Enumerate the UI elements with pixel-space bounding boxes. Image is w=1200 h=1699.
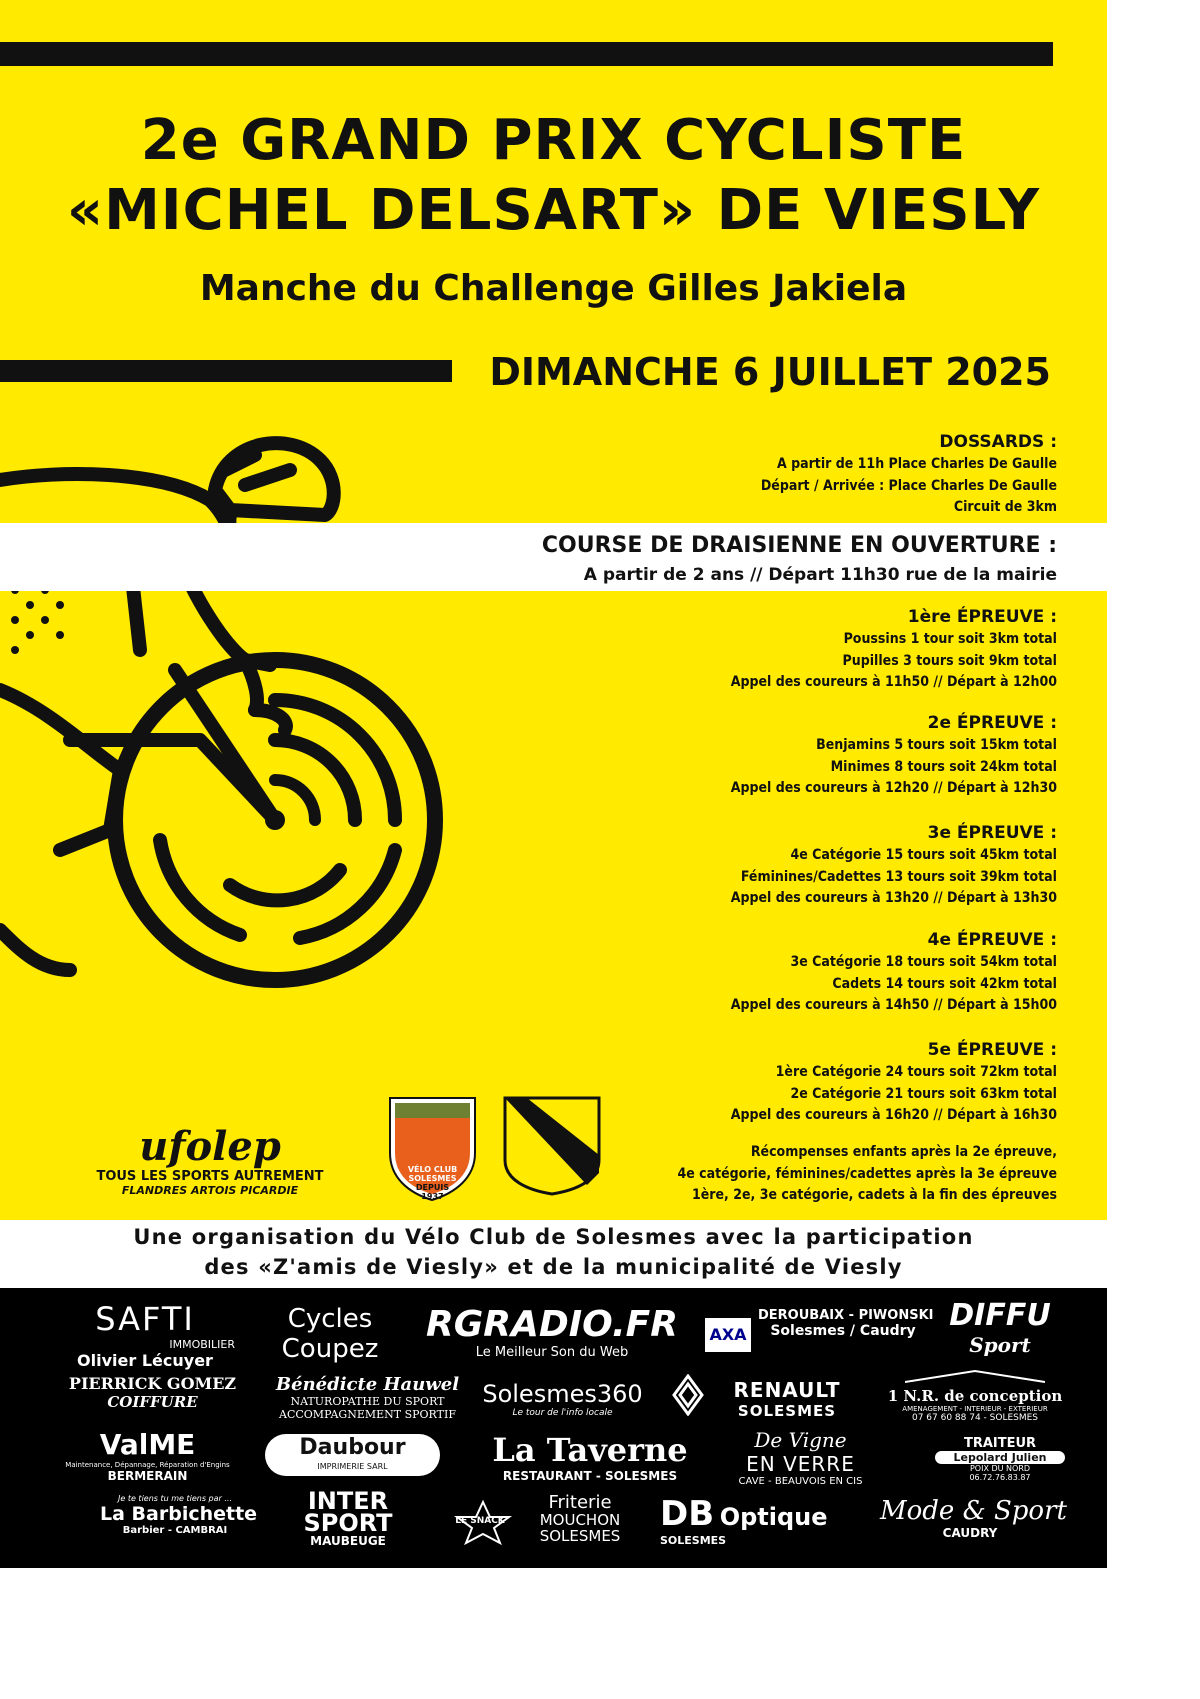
benedicte-line2: NATUROPATHE DU SPORT: [290, 1395, 445, 1408]
diffu-line1: DIFFU: [949, 1298, 1051, 1333]
sponsor-deroubaix: [758, 1308, 934, 1339]
viesly-coat-of-arms: [502, 1095, 602, 1197]
sponsor-rgradio: [412, 1304, 692, 1360]
cyclist-illustration: [0, 410, 450, 1110]
sponsor-la-taverne: [480, 1431, 700, 1483]
dossards-heading: DOSSARDS :: [939, 432, 1057, 452]
diffu-line2: Sport: [969, 1333, 1031, 1357]
epreuve-heading: 3e ÉPREUVE :: [927, 823, 1057, 843]
epreuve-line: Minimes 8 tours soit 24km total: [830, 758, 1057, 775]
sponsor-nr-conception: [880, 1368, 1070, 1423]
snack-label: LE SNACK: [455, 1516, 505, 1526]
recompenses-block: [677, 1142, 1057, 1207]
sponsor-diffu-sport: [935, 1298, 1065, 1357]
badge-since: DEPUIS: [415, 1183, 450, 1192]
epreuve-line: 2e Catégorie 21 tours soit 63km total: [790, 1085, 1057, 1102]
benedicte-line3: ACCOMPAGNEMENT SPORTIF: [279, 1408, 456, 1421]
traiteur-line2: Lepolard Julien: [935, 1451, 1065, 1464]
badge-name2: SOLESMES: [408, 1174, 457, 1183]
taverne-line2: RESTAURANT - SOLESMES: [502, 1469, 678, 1483]
valme-line2: Maintenance, Dépannage, Réparation d'Engins: [65, 1461, 230, 1469]
traiteur-line3: POIX DU NORD: [969, 1464, 1031, 1473]
epreuve-line: Appel des coureurs à 13h20 // Départ à 13h30: [730, 890, 1057, 906]
sponsor-friterie-mouchon: [520, 1494, 640, 1544]
title-line-1: 2e GRAND PRIX CYCLISTE: [140, 108, 967, 173]
barbichette-line2: La Barbichette: [100, 1503, 258, 1525]
barbichette-line3: Barbier - CAMBRAI: [122, 1525, 228, 1536]
sponsor-daubour: [265, 1434, 440, 1476]
badge-year: 1937: [421, 1192, 444, 1201]
taverne-line1: La Taverne: [492, 1431, 688, 1469]
top-bar: [0, 42, 1053, 66]
barbichette-line1: Je te tiens tu me tiens par ...: [118, 1494, 232, 1503]
db-line2: Optique: [719, 1503, 828, 1531]
epreuve-line: Poussins 1 tour soit 3km total: [843, 631, 1057, 647]
epreuve-4: [731, 928, 1057, 1017]
sponsor-cycles-coupez: [255, 1304, 405, 1364]
sponsor-benedicte-hauwel: [270, 1374, 465, 1421]
sponsor-traiteur-lepolard: [935, 1436, 1065, 1482]
cycles-line2: Coupez: [281, 1334, 379, 1364]
epreuve-5: [731, 1038, 1057, 1127]
rgradio-name: RGRADIO.FR: [426, 1304, 678, 1345]
valme-name: ValME: [99, 1428, 196, 1461]
epreuve-1: [731, 605, 1057, 694]
recompenses-line: 1ère, 2e, 3e catégorie, cadets à la fin des épreuves: [691, 1187, 1057, 1203]
nr-line2: AMENAGEMENT - INTERIEUR - EXTERIEUR: [902, 1405, 1048, 1413]
renault-line2: SOLESMES: [737, 1402, 837, 1420]
epreuve-line: Cadets 14 tours soit 42km total: [832, 975, 1057, 992]
sponsor-de-vigne: [718, 1428, 883, 1487]
epreuve-line: Appel des coureurs à 14h50 // Départ à 15h00: [730, 997, 1057, 1013]
sponsor-pierrick-gomez: [55, 1374, 250, 1411]
devigne-line1: De Vigne: [754, 1428, 847, 1452]
epreuve-line: Benjamins 5 tours soit 15km total: [816, 737, 1057, 753]
dossards-block: [761, 430, 1057, 519]
date-bar: [0, 360, 452, 382]
epreuve-line: Appel des coureurs à 12h20 // Départ à 12h30: [730, 780, 1057, 796]
nr-line3: 07 67 60 88 74 - SOLESMES: [911, 1413, 1039, 1423]
title-line-2: «MICHEL DELSART» DE VIESLY: [66, 178, 1041, 243]
friterie-line3: SOLESMES: [539, 1527, 621, 1545]
benedicte-line1: Bénédicte Hauwel: [275, 1374, 460, 1395]
db-line3: SOLESMES: [660, 1534, 727, 1547]
safti-person: Olivier Lécuyer: [77, 1351, 213, 1370]
epreuve-heading: 2e ÉPREUVE :: [927, 713, 1057, 733]
epreuve-line: 4e Catégorie 15 tours soit 45km total: [790, 847, 1057, 863]
badge-text: [385, 1165, 480, 1201]
sponsor-axa: [705, 1318, 751, 1352]
pierrick-line1: PIERRICK GOMEZ: [68, 1374, 237, 1393]
sponsor-la-barbichette: [100, 1494, 258, 1536]
deroubaix-line1: DEROUBAIX - PIWONSKI: [758, 1308, 934, 1323]
cycles-line1: Cycles: [287, 1304, 373, 1334]
epreuve-line: Pupilles 3 tours soit 9km total: [842, 652, 1057, 669]
epreuve-heading: 1ère ÉPREUVE :: [907, 607, 1057, 627]
ufolep-region: FLANDRES ARTOIS PICARDIE: [121, 1184, 299, 1197]
organisation-line-1: Une organisation du Vélo Club de Solesmes avec la participation: [133, 1225, 974, 1249]
solesmes360-tagline: Le tour de l'info locale: [512, 1408, 613, 1418]
deroubaix-line2: Solesmes / Caudry: [770, 1323, 916, 1339]
dossards-line: A partir de 11h Place Charles De Gaulle: [776, 456, 1057, 472]
ufolep-logo: [80, 1125, 340, 1197]
ufolep-name: ufolep: [139, 1123, 281, 1170]
epreuve-line: 1ère Catégorie 24 tours soit 72km total: [775, 1064, 1057, 1080]
house-roof-icon: [905, 1369, 1045, 1383]
sponsor-solesmes360: [475, 1380, 650, 1418]
recompenses-line: Récompenses enfants après la 2e épreuve,: [750, 1144, 1057, 1160]
intersport-line2: SPORT: [303, 1509, 393, 1537]
rgradio-tagline: Le Meilleur Son du Web: [475, 1345, 629, 1360]
axa-logo: AXA: [709, 1325, 747, 1344]
sponsor-mode-sport: [880, 1496, 1067, 1540]
safti-sub: IMMOBILIER: [169, 1338, 235, 1351]
sponsor-renault: [712, 1378, 862, 1420]
subtitle: Manche du Challenge Gilles Jakiela: [199, 268, 908, 309]
renault-line1: RENAULT: [733, 1378, 841, 1402]
epreuve-line: Appel des coureurs à 16h20 // Départ à 16h30: [730, 1107, 1057, 1123]
epreuve-line: 3e Catégorie 18 tours soit 54km total: [790, 954, 1057, 970]
intersport-line3: MAUBEUGE: [310, 1534, 386, 1548]
solesmes360-name: Solesmes360: [482, 1380, 643, 1408]
pierrick-line2: COIFFURE: [107, 1393, 198, 1411]
db-line1: DB: [660, 1494, 715, 1534]
traiteur-line4: 06.72.76.83.87: [969, 1473, 1031, 1482]
devigne-line2: EN VERRE: [746, 1452, 855, 1476]
dossards-line: Circuit de 3km: [953, 499, 1057, 515]
recompenses-line: 4e catégorie, féminines/cadettes après la 3e épreuve: [677, 1165, 1057, 1182]
sponsor-safti: [55, 1300, 235, 1370]
epreuve-line: Appel des coureurs à 11h50 // Départ à 12h00: [730, 674, 1057, 690]
draisienne-heading: COURSE DE DRAISIENNE EN OUVERTURE :: [541, 533, 1057, 558]
mode-line1: Mode & Sport: [880, 1496, 1067, 1526]
mode-line2: CAUDRY: [942, 1526, 998, 1540]
sponsors-panel: [0, 1288, 1107, 1568]
event-date: DIMANCHE 6 JUILLET 2025: [489, 350, 1051, 394]
epreuve-heading: 5e ÉPREUVE :: [927, 1040, 1057, 1060]
devigne-line3: CAVE - BEAUVOIS EN CIS: [738, 1476, 863, 1487]
traiteur-line1: TRAITEUR: [963, 1436, 1037, 1451]
safti-name: SAFTI: [95, 1300, 195, 1338]
friterie-line1: Friterie: [548, 1492, 612, 1513]
draisienne-line: A partir de 2 ans // Départ 11h30 rue de la mairie: [583, 565, 1057, 585]
epreuve-3: [731, 821, 1057, 910]
nr-line1: 1 N.R. de conception: [887, 1387, 1063, 1405]
sponsor-intersport: [268, 1487, 428, 1548]
daubour-name: Daubour: [299, 1435, 406, 1460]
intersport-line1: INTER: [307, 1487, 389, 1515]
epreuve-heading: 4e ÉPREUVE :: [927, 930, 1057, 950]
sponsor-valme: [55, 1428, 240, 1483]
dossards-line: Départ / Arrivée : Place Charles De Gaulle: [760, 477, 1057, 494]
sponsor-le-snack: [450, 1500, 515, 1545]
epreuve-2: [731, 711, 1057, 800]
organisation-line-2: des «Z'amis de Viesly» et de la municipalité de Viesly: [204, 1255, 903, 1279]
valme-line3: BERMERAIN: [107, 1469, 188, 1483]
renault-logo-icon: [668, 1374, 708, 1414]
badge-name1: VÉLO CLUB: [407, 1165, 458, 1174]
friterie-line2: MOUCHON: [539, 1511, 621, 1529]
sponsor-db-optique: [660, 1494, 860, 1547]
epreuve-line: Féminines/Cadettes 13 tours soit 39km total: [740, 868, 1057, 885]
ufolep-tagline: TOUS LES SPORTS AUTREMENT: [96, 1169, 324, 1184]
daubour-sub: IMPRIMERIE SARL: [317, 1462, 388, 1471]
